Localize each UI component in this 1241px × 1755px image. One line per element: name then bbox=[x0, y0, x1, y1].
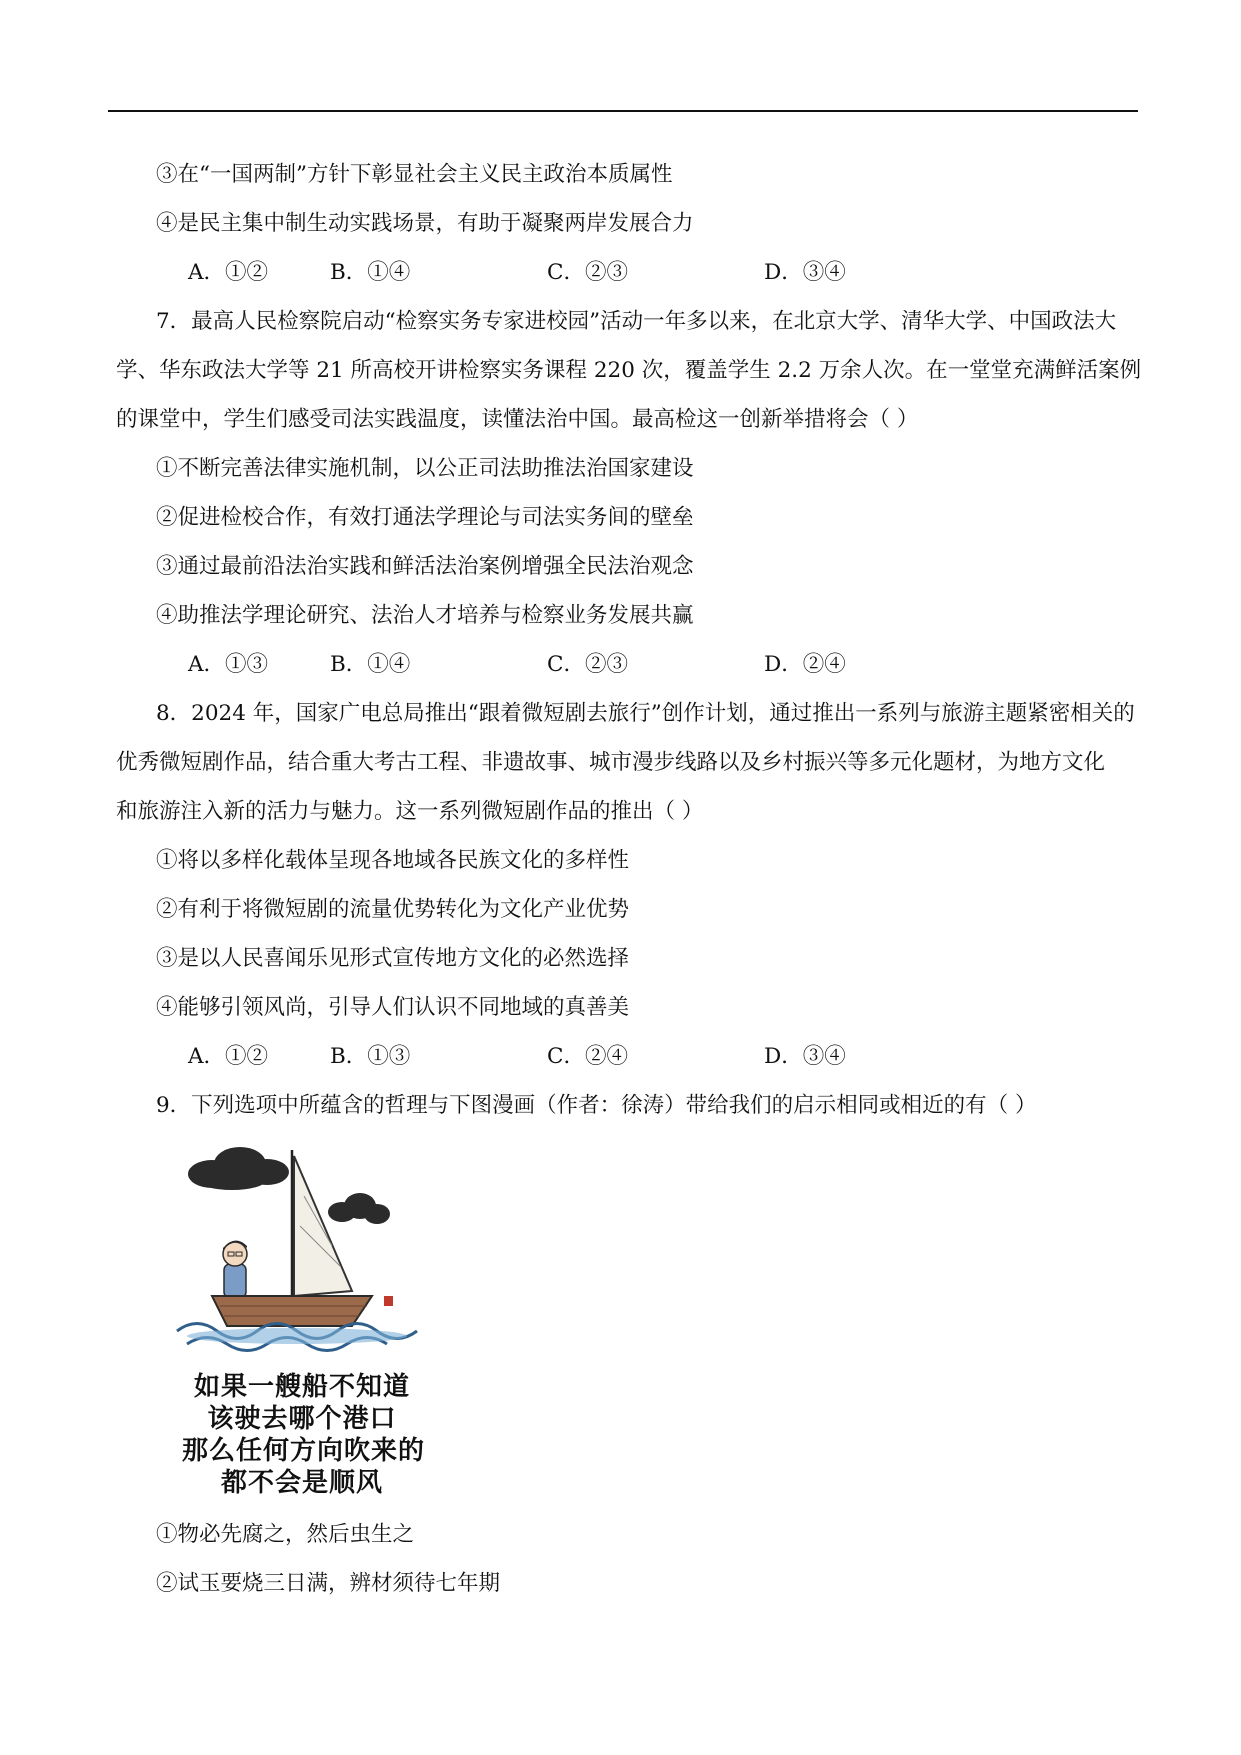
q8-choice-a: A．①② bbox=[188, 1044, 269, 1069]
q8-choice-d: D．③④ bbox=[764, 1044, 846, 1069]
q7-choice-c: C．②③ bbox=[547, 652, 628, 677]
q6-choice-b: B．①④ bbox=[330, 260, 411, 285]
q6-choice-a: A．①② bbox=[188, 260, 269, 285]
q7-choices bbox=[116, 640, 1138, 689]
comic-caption-line-1: 如果一艘船不知道 bbox=[193, 1372, 410, 1402]
comic-caption-line-3: 那么任何方向吹来的 bbox=[182, 1436, 426, 1466]
cloud-right-icon bbox=[328, 1193, 390, 1224]
q8-option-3: ③是以人民喜闻乐见形式宣传地方文化的必然选择 bbox=[156, 946, 630, 971]
person-icon bbox=[223, 1240, 247, 1298]
q6-choices bbox=[116, 248, 1138, 297]
q7-stem-line-3: 的课堂中，学生们感受司法实践温度，读懂法治中国。最高检这一创新举措将会（ ） bbox=[116, 407, 919, 432]
comic-caption-line-2: 该驶去哪个港口 bbox=[207, 1404, 397, 1434]
q7-option-4: ④助推法学理论研究、法治人才培养与检察业务发展共赢 bbox=[156, 603, 694, 628]
q8-stem-line-2: 优秀微短剧作品，结合重大考古工程、非遗故事、城市漫步线路以及乡村振兴等多元化题材，为地方文化 bbox=[116, 750, 1106, 775]
q8-choice-b: B．①③ bbox=[330, 1044, 411, 1069]
seal-icon bbox=[384, 1296, 393, 1306]
q9-stem: 9．下列选项中所蕴含的哲理与下图漫画（作者：徐涛）带给我们的启示相同或相近的有（ ） bbox=[156, 1093, 1037, 1118]
q9-option-2: ②试玉要烧三日满，辨材须待七年期 bbox=[156, 1571, 501, 1596]
q8-option-1: ①将以多样化载体呈现各地域各民族文化的多样性 bbox=[156, 848, 630, 873]
q8-stem-line-1: 8．2024 年，国家广电总局推出“跟着微短剧去旅行”创作计划，通过推出一系列与旅游主题紧密相关的 bbox=[156, 701, 1135, 726]
q6-choice-d: D．③④ bbox=[764, 260, 846, 285]
q7-choice-a: A．①③ bbox=[188, 652, 269, 677]
q9-option-1: ①物必先腐之，然后虫生之 bbox=[156, 1522, 415, 1547]
q6-option-4: ④是民主集中制生动实践场景，有助于凝聚两岸发展合力 bbox=[156, 211, 694, 236]
q7-stem-line-2: 学、华东政法大学等 21 所高校开讲检察实务课程 220 次，覆盖学生 2.2 万余人次。在一堂堂充满鲜活案例 bbox=[116, 358, 1142, 383]
q7-option-2: ②促进检校合作，有效打通法学理论与司法实务间的壁垒 bbox=[156, 505, 694, 530]
q7-choice-b: B．①④ bbox=[330, 652, 411, 677]
header-rule bbox=[108, 110, 1138, 112]
comic-illustration bbox=[172, 1136, 426, 1506]
exam-page bbox=[116, 150, 1142, 1608]
q8-stem-line-3: 和旅游注入新的活力与魅力。这一系列微短剧作品的推出（ ） bbox=[116, 799, 704, 824]
comic-caption-line-4: 都不会是顺风 bbox=[220, 1468, 383, 1498]
q7-option-3: ③通过最前沿法治实践和鲜活法治案例增强全民法治观念 bbox=[156, 554, 694, 579]
q8-option-4: ④能够引领风尚，引导人们认识不同地域的真善美 bbox=[156, 995, 630, 1020]
q8-choice-c: C．②④ bbox=[547, 1044, 628, 1069]
cloud-left-icon bbox=[188, 1147, 289, 1190]
q7-stem-line-1: 7．最高人民检察院启动“检察实务专家进校园”活动一年多以来，在北京大学、清华大学、中国政法大 bbox=[156, 309, 1117, 334]
q8-choices bbox=[116, 1032, 1138, 1081]
q7-choice-d: D．②④ bbox=[764, 652, 846, 677]
sailboat-drawing bbox=[172, 1136, 422, 1376]
q7-option-1: ①不断完善法律实施机制，以公正司法助推法治国家建设 bbox=[156, 456, 694, 481]
q6-option-3: ③在“一国两制”方针下彰显社会主义民主政治本质属性 bbox=[156, 162, 673, 187]
q8-option-2: ②有利于将微短剧的流量优势转化为文化产业优势 bbox=[156, 897, 630, 922]
q6-choice-c: C．②③ bbox=[547, 260, 628, 285]
